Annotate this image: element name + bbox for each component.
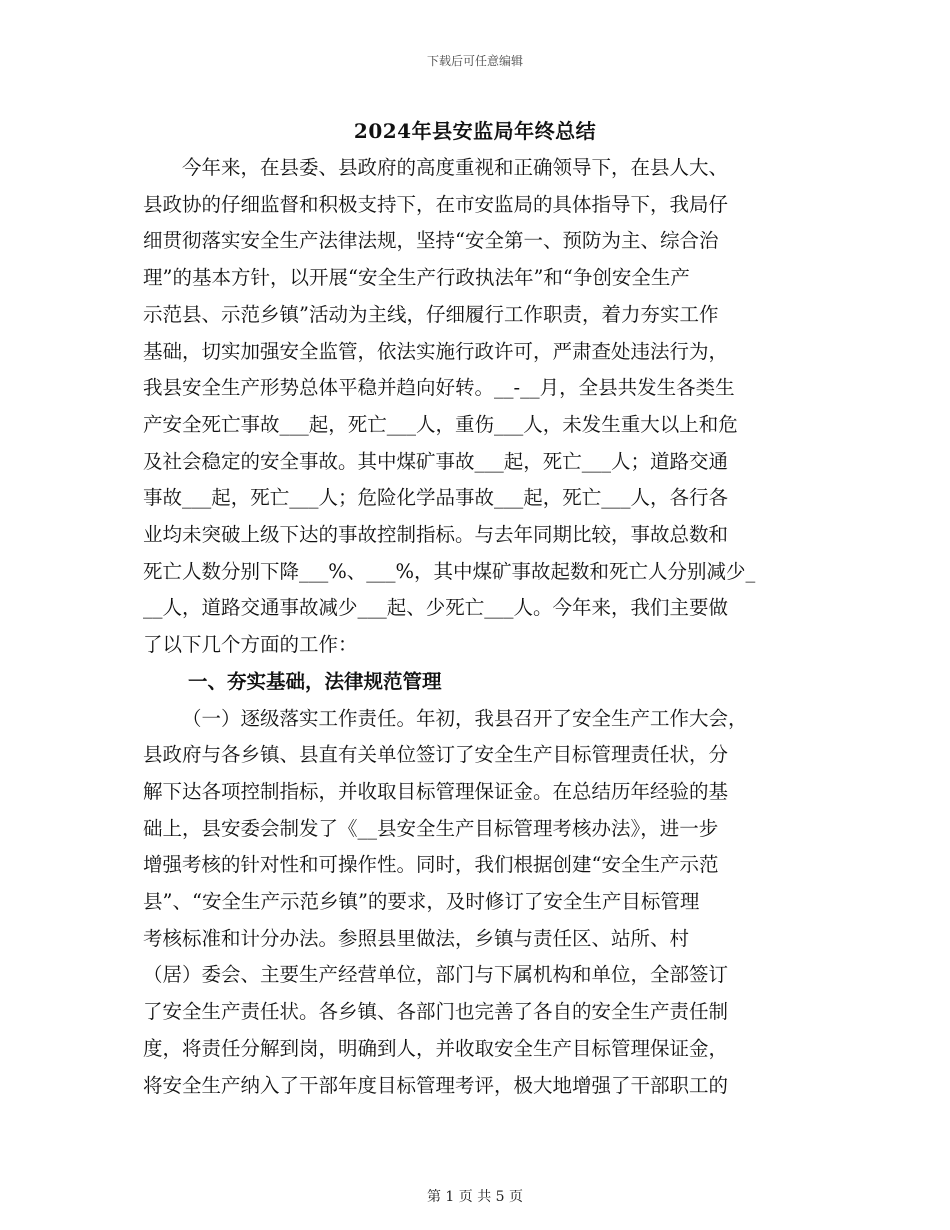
document-body bbox=[143, 150, 805, 1104]
paragraph-line: 及社会稳定的安全事故。其中煤矿事故___起，死亡___人；道路交通 bbox=[143, 449, 729, 473]
paragraph-line: 增强考核的针对性和可操作性。同时，我们根据创建“安全生产示范 bbox=[143, 853, 719, 877]
paragraph-line: 度，将责任分解到岗，明确到人，并收取安全生产目标管理保证金， bbox=[143, 1036, 729, 1060]
paragraph-line: 死亡人数分别下降___%、___%，其中煤矿事故起数和死亡人分别减少_ bbox=[143, 559, 756, 583]
paragraph-line: 了安全生产责任状。各乡镇、各部门也完善了各自的安全生产责任制 bbox=[143, 1000, 729, 1024]
document-title: 2024年县安监局年终总结 bbox=[353, 119, 597, 143]
paragraph-line: 细贯彻落实安全生产法律法规，坚持“安全第一、预防为主、综合治 bbox=[143, 229, 719, 253]
page-number-footer: 第 1 页 共 5 页 bbox=[426, 1189, 524, 1205]
paragraph-line: 了以下几个方面的工作： bbox=[143, 633, 358, 657]
paragraph-line: （居）委会、主要生产经营单位，部门与下属机构和单位，全部签订 bbox=[143, 963, 729, 987]
paragraph-line: 示范县、示范乡镇”活动为主线，仔细履行工作职责，着力夯实工作 bbox=[143, 302, 719, 326]
paragraph-line: 础上，县安委会制发了《__县安全生产目标管理考核办法》，进一步 bbox=[143, 816, 719, 840]
paragraph-line: 将安全生产纳入了干部年度目标管理考评，极大地增强了干部职工的 bbox=[143, 1073, 729, 1097]
paragraph-line: 业均未突破上级下达的事故控制指标。与去年同期比较，事故总数和 bbox=[143, 523, 729, 547]
page-header-note: 下载后可任意编辑 bbox=[426, 54, 523, 68]
paragraph-line: 考核标准和计分办法。参照县里做法，乡镇与责任区、站所、村 bbox=[143, 926, 690, 950]
paragraph-line: 产安全死亡事故___起，死亡___人，重伤___人，未发生重大以上和危 bbox=[143, 412, 738, 436]
section-heading: 一、夯实基础，法律规范管理 bbox=[188, 669, 442, 693]
paragraph-line: 县政协的仔细监督和积极支持下，在市安监局的具体指导下，我局仔 bbox=[143, 192, 729, 216]
paragraph-line: 事故___起，死亡___人；危险化学品事故___起，死亡___人，各行各 bbox=[143, 486, 729, 510]
paragraph-line: 县政府与各乡镇、县直有关单位签订了安全生产目标管理责任状，分 bbox=[143, 743, 729, 767]
paragraph-line: 我县安全生产形势总体平稳并趋向好转。__-__月，全县共发生各类生 bbox=[143, 376, 735, 400]
paragraph-line: 基础，切实加强安全监管，依法实施行政许可，严肃查处违法行为， bbox=[143, 339, 729, 363]
paragraph-line: 县”、“安全生产示范乡镇”的要求，及时修订了安全生产目标管理 bbox=[143, 890, 700, 914]
paragraph-line: 理”的基本方针，以开展“安全生产行政执法年”和“争创安全生产 bbox=[143, 266, 690, 290]
paragraph-line: 解下达各项控制指标，并收取目标管理保证金。在总结历年经验的基 bbox=[143, 779, 729, 803]
paragraph-line: （一）逐级落实工作责任。年初，我县召开了安全生产工作大会， bbox=[182, 706, 748, 730]
paragraph-line: 今年来，在县委、县政府的高度重视和正确领导下，在县人大、 bbox=[182, 156, 729, 179]
paragraph-line: __人，道路交通事故减少___起、少死亡___人。今年来，我们主要做 bbox=[143, 596, 729, 620]
